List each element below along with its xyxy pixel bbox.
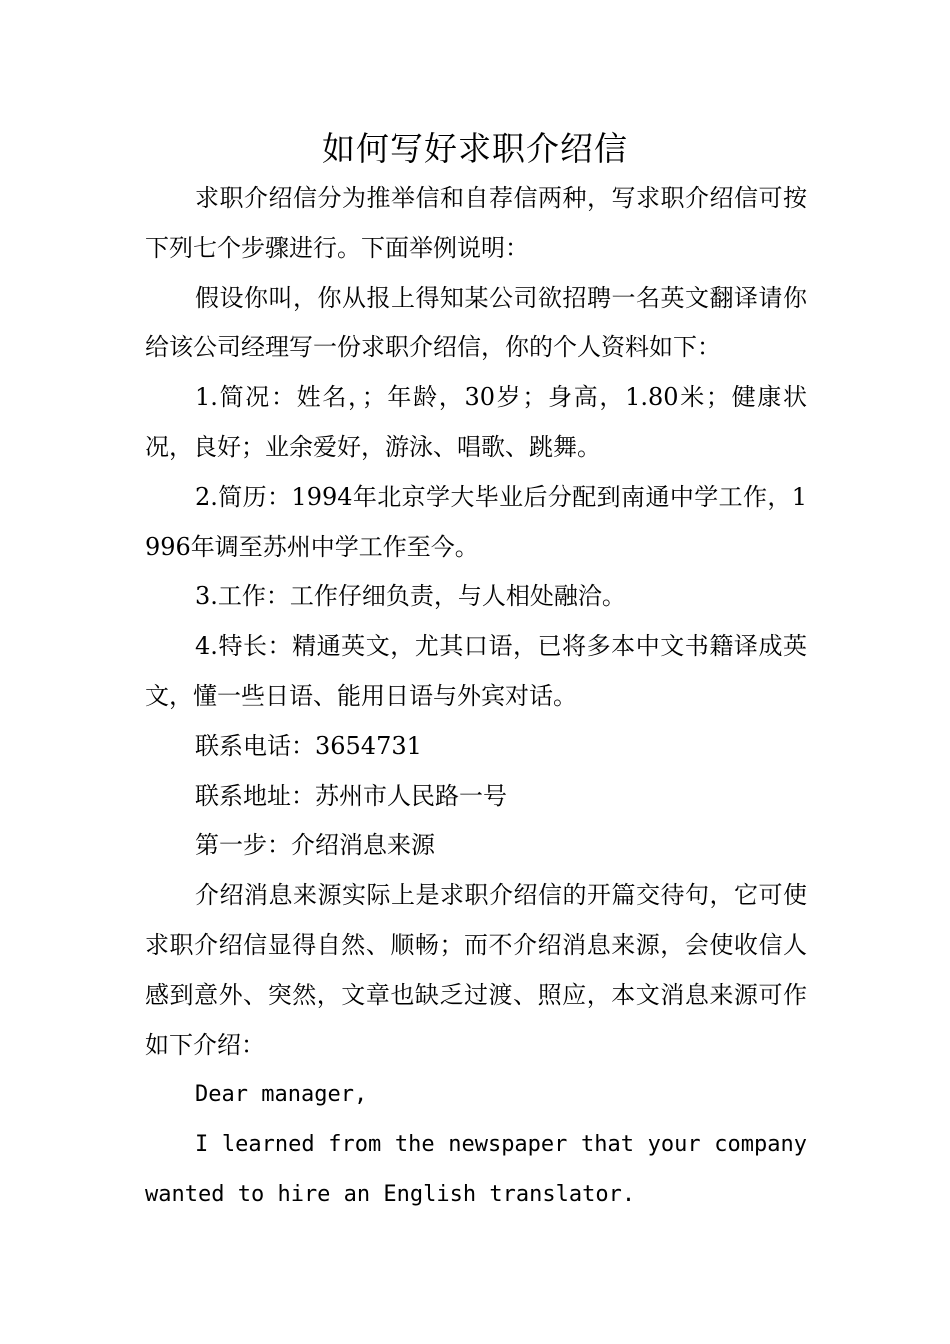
- paragraph-work: 3.工作：工作仔细负责，与人相处融洽。: [195, 582, 626, 611]
- paragraph-salutation: Dear manager,: [195, 1082, 368, 1108]
- paragraph-address: 联系地址：苏州市人民路一号: [195, 781, 507, 810]
- paragraph-source-explanation: 介绍消息来源实际上是求职介绍信的开篇交待句，它可使求职介绍信显得自然、顺畅；而不介绍消息来源，会使收信人感到意外、突然，文章也缺乏过渡、照应，本文消息来源可作如下介绍：: [145, 881, 807, 1059]
- paragraph-specialty: 4.特长：精通英文，尤其口语，已将多本中文书籍译成英文，懂一些日语、能用日语与外宾对话。: [145, 632, 807, 710]
- paragraph-profile: 1.简况：姓名，；年龄，30岁；身高，1.80米；健康状况，良好；业余爱好，游泳、唱歌、跳舞。: [145, 383, 807, 461]
- paragraph-assumption: 假设你叫，你从报上得知某公司欲招聘一名英文翻译请你给该公司经理写一份求职介绍信，你的个人资料如下：: [145, 283, 807, 362]
- paragraph-resume: 2.简历：1994年北京学大毕业后分配到南通中学工作，1996年调至苏州中学工作至今。: [145, 482, 807, 561]
- paragraph-intro: 求职介绍信分为推举信和自荐信两种，写求职介绍信可按下列七个步骤进行。下面举例说明：: [145, 184, 807, 262]
- document-body: [145, 174, 807, 1220]
- document-title: 如何写好求职介绍信: [322, 129, 628, 168]
- paragraph-step-one: 第一步：介绍消息来源: [195, 831, 435, 860]
- paragraph-english-opening: I learned from the newspaper that your company wanted to hire an English translator.: [145, 1132, 807, 1207]
- paragraph-phone: 联系电话：3654731: [195, 731, 422, 760]
